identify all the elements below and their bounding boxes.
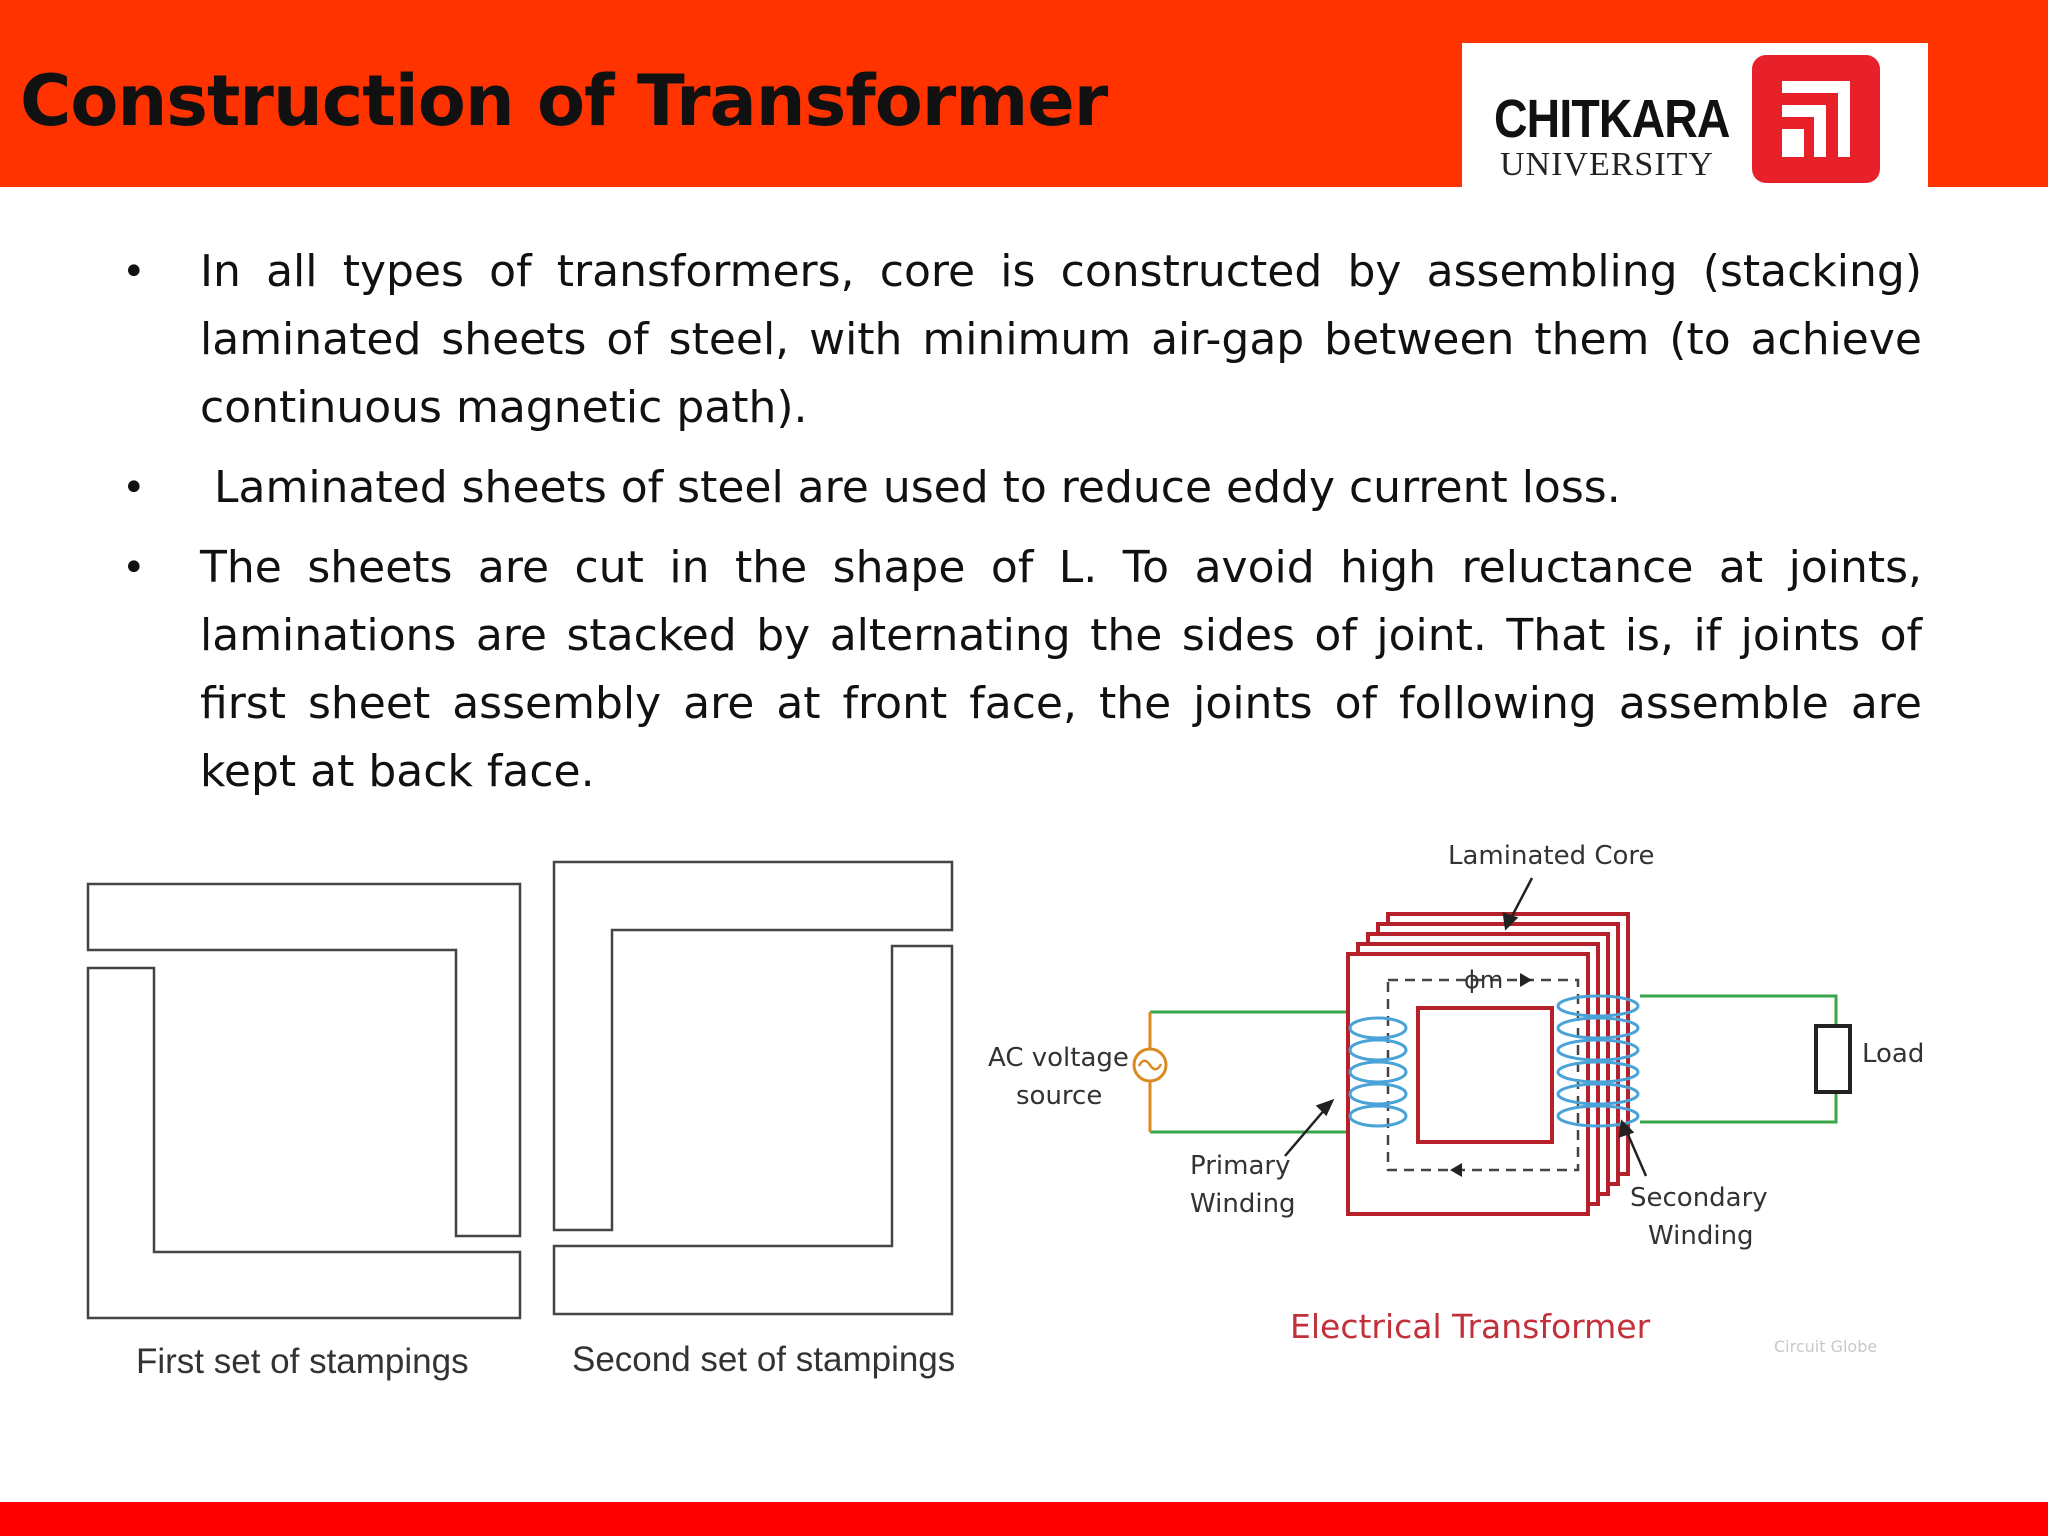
primary-circuit: [1150, 1012, 1360, 1132]
stampings-diagram: [80, 852, 960, 1332]
bullet-dot: •: [122, 545, 146, 591]
primary-winding-label-line2: Winding: [1190, 1189, 1296, 1219]
university-logo: [1462, 43, 1928, 187]
logo-mark-icon: [1752, 55, 1880, 183]
transformer-diagram: [980, 830, 1940, 1370]
ac-source-icon: [1134, 1049, 1166, 1081]
bullet-text: Laminated sheets of steel are used to reduce eddy current loss.: [200, 462, 1621, 513]
slide-title: Construction of Transformer: [20, 60, 1108, 142]
footer-bar: [0, 1502, 2048, 1536]
bullet-list: [110, 238, 1922, 818]
secondary-circuit: [1640, 996, 1836, 1122]
first-stampings-caption: First set of stampings: [136, 1342, 469, 1381]
load-label: Load: [1862, 1039, 1925, 1069]
bullet-text: In all types of transformers, core is constructed by assembling (stacking) laminated sheets of steel, with minimum air-gap between them (to achieve continuous magnetic path).: [200, 246, 1922, 433]
transformer-caption: Electrical Transformer: [1290, 1307, 1651, 1346]
laminated-core-label: Laminated Core: [1448, 841, 1655, 871]
stampings-figure: [80, 852, 960, 1392]
secondary-winding-label-line2: Winding: [1648, 1221, 1754, 1251]
ac-source-label-line1: AC voltage: [988, 1043, 1129, 1073]
load-resistor-icon: [1816, 1026, 1850, 1092]
watermark: Circuit Globe: [1774, 1337, 1878, 1356]
bullet-item: [110, 454, 1922, 522]
bullet-dot: •: [122, 465, 146, 511]
logo-subtitle: UNIVERSITY: [1500, 146, 1714, 183]
bullet-dot: •: [122, 249, 146, 295]
logo-name: CHITKARA: [1494, 89, 1730, 149]
transformer-figure: [980, 830, 1940, 1370]
primary-winding-label-line1: Primary: [1190, 1151, 1291, 1181]
second-stamping-right-l: [554, 946, 952, 1314]
bullet-item: [110, 534, 1922, 806]
flux-label: ϕm: [1464, 966, 1504, 994]
ac-source-label-line2: source: [1016, 1081, 1103, 1111]
bullet-text: The sheets are cut in the shape of L. To avoid high reluctance at joints, laminations are stacked by alternating the sides of joint. That is, if joints of first sheet assembly are at front face, the joints of following assemble are kept at back face.: [200, 542, 1922, 797]
second-stampings-caption: Second set of stampings: [572, 1340, 956, 1379]
secondary-winding-label-line1: Secondary: [1630, 1183, 1768, 1213]
bullet-item: [110, 238, 1922, 442]
